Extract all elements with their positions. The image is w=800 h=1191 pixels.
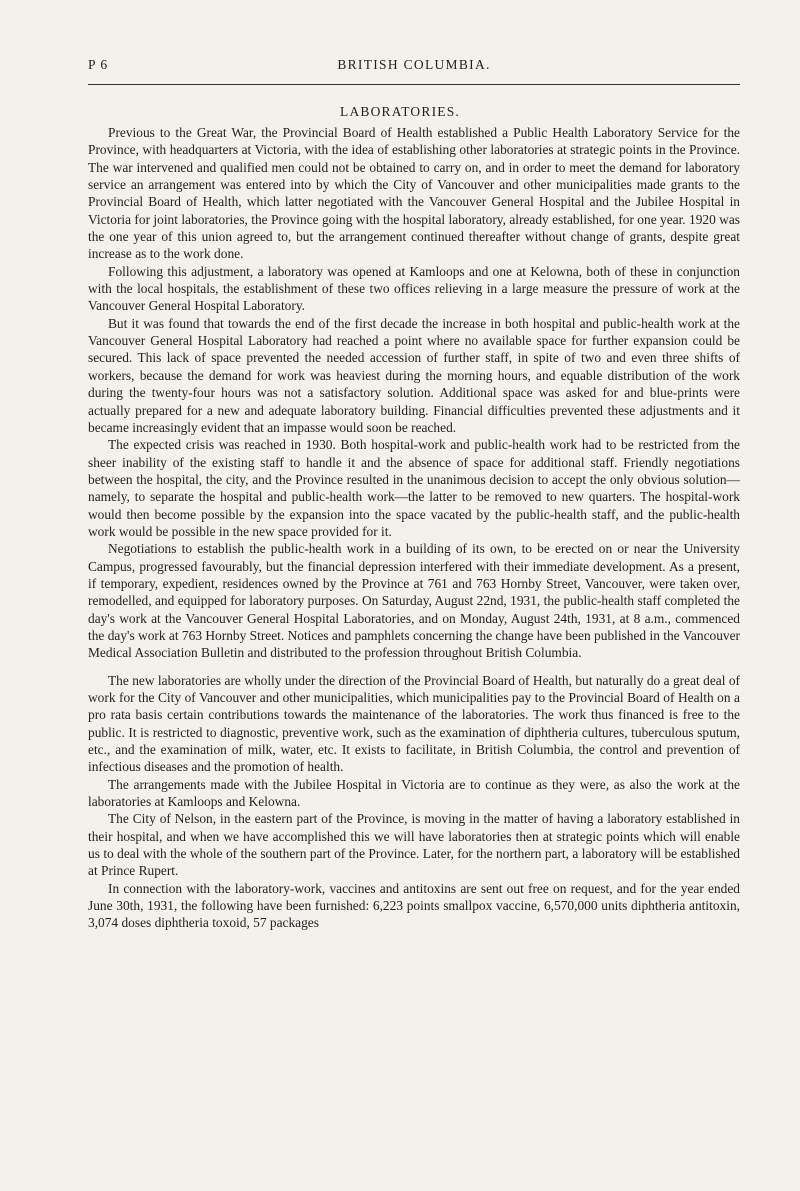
paragraph: The new laboratories are wholly under the direction of the Provincial Board of Health, but naturally do a great deal of work for the City of Vancouver and other municipalities, which municipalities pay to the Provincial Board of Health on a pro rata basis certain contributions towards the maintenance of the laboratories. The work thus financed is free to the public. It is restricted to diagnostic, preventive work, such as the examination of diphtheria cultures, tuberculous sputum, etc., and the examination of milk, water, etc. It exists to facilitate, in British Columbia, the control and prevention of infectious diseases and the promotion of health. — [88, 672, 740, 775]
paragraph: The City of Nelson, in the eastern part of the Province, is moving in the matter of having a laboratory established in their hospital, and when we have accomplished this we will have laboratories then at strategic points which will enable us to deal with the whole of the southern part of the Province. Later, for the northern part, a laboratory will be established at Prince Rupert. — [88, 811, 740, 879]
paragraph: Negotiations to establish the public-health work in a building of its own, to be erected on or near the University Campus, progressed favourably, but the financial depression interfered with their immediate development. As a present, if temporary, expedient, residences owned by the Province at 761 and 763 Hornby Street, Vancouver, were taken over, remodelled, and equipped for laboratory purposes. On Saturday, August 22nd, 1931, the public-health staff completed the day's work at the Vancouver General Hospital Laboratories, and on Monday, August 24th, 1931, at 8 a.m., commenced the day's work at 763 Hornby Street. Notices and pamphlets concerning the change have been published in the Vancouver Medical Association Bulletin and distributed to the profession throughout British Columbia. — [88, 541, 740, 661]
page-number: P 6 — [88, 57, 109, 72]
paragraph: But it was found that towards the end of the first decade the increase in both hospital and public-health work at the Vancouver General Hospital Laboratory had reached a point where no available space for further expansion could be secured. This lack of space prevented the needed accession of further staff, in spite of two and even three shifts of workers, because the demand for work was heaviest during the morning hours, and equable distribution of the work during the twenty-four hours was not a satisfactory solution. Additional space was asked for and blue-prints were actually prepared for a new and adequate laboratory building. Financial difficulties prevented these adjustments and it became increasingly evident that an impasse would soon be reached. — [88, 315, 740, 435]
body-text — [88, 124, 740, 932]
running-title: BRITISH COLUMBIA. — [337, 57, 491, 72]
paragraph: Following this adjustment, a laboratory was opened at Kamloops and one at Kelowna, both of these in conjunction with the local hospitals, the establishment of these two offices relieving in a large measure the pressure of work at the Vancouver General Hospital Laboratory. — [88, 263, 740, 314]
paragraph: The expected crisis was reached in 1930. Both hospital-work and public-health work had to be restricted from the sheer inability of the existing staff to handle it and the absence of space for additional staff. Friendly negotiations between the hospital, the city, and the Province resulted in the unanimous decision to accept the only obvious solution—namely, to separate the hospital and public-health work—the latter to be removed to new quarters. The hospital-work would then become possible by the expansion into the space vacated by the public-health staff, and the public-health work would be possible in the new space provided for it. — [88, 437, 740, 539]
paragraph: Previous to the Great War, the Provincial Board of Health established a Public Health Laboratory Service for the Province, with headquarters at Victoria, with the idea of establishing other laboratories at strategic points in the Province. The war intervened and qualified men could not be obtained to carry on, and in order to meet the demand for laboratory service an arrangement was entered into by which the City of Vancouver and other municipalities made grants to the Provincial Board of Health, which latter negotiated with the Vancouver General Hospital and the Jubilee Hospital in Victoria for joint laboratories, the Province going with the hospital laboratory, already established, for one year. 1920 was the one year of this union agreed to, but the arrangement continued thereafter without change of grants, despite great increase as to the work done. — [88, 125, 740, 262]
page-header — [88, 57, 740, 77]
paragraph: The arrangements made with the Jubilee Hospital in Victoria are to continue as they were, as also the work at the laboratories at Kamloops and Kelowna. — [88, 776, 740, 810]
section-heading: LABORATORIES. — [340, 104, 460, 119]
paragraph: In connection with the laboratory-work, vaccines and antitoxins are sent out free on request, and for the year ended June 30th, 1931, the following have been furnished: 6,223 points smallpox vaccine, 6,570,000 units diphtheria antitoxin, 3,074 doses diphtheria toxoid, 57 packages — [88, 880, 740, 931]
header-rule — [88, 84, 740, 85]
